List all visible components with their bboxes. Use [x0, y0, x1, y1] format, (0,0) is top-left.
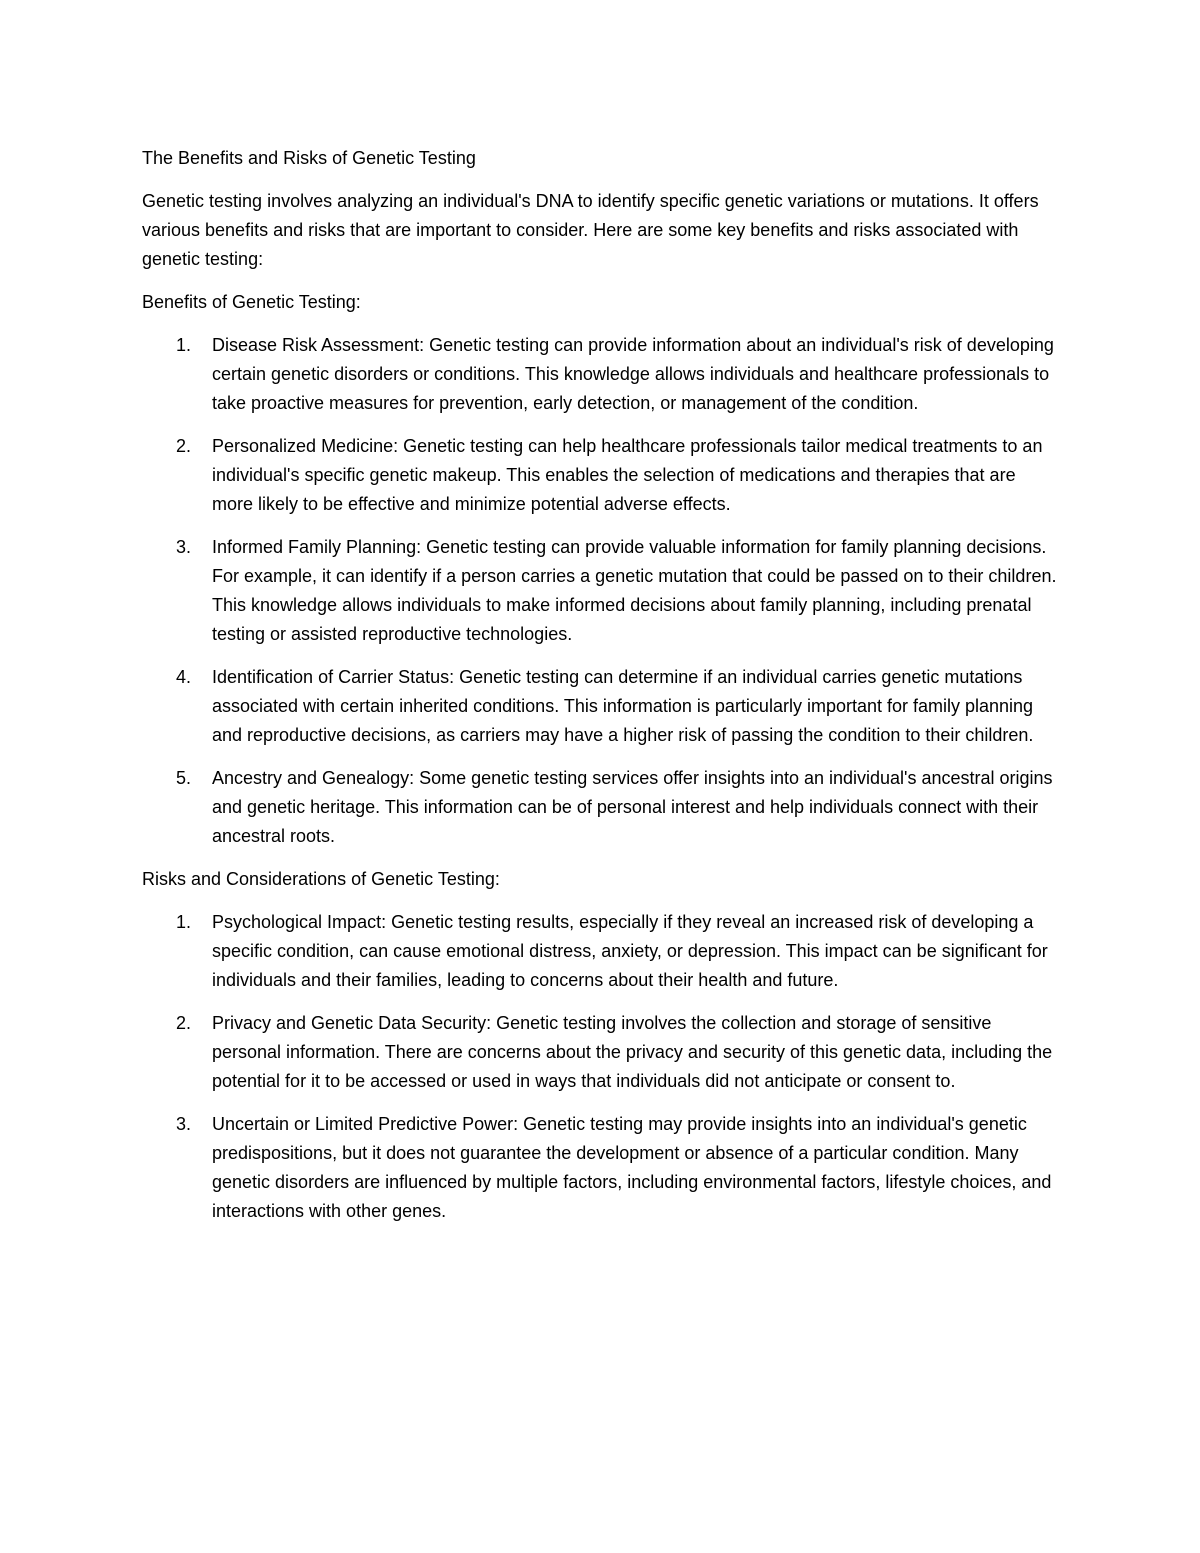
list-item: [142, 1110, 1058, 1226]
list-item-text: Uncertain or Limited Predictive Power: Genetic testing may provide insights into an individual's genetic predispositions, but it does not guarantee the development or absence of a particular condition. Many genetic disorders are influenced by multiple factors, including environmental factors, lifestyle choices, and interactions with other genes.: [212, 1114, 1052, 1221]
list-number: 4.: [176, 667, 192, 687]
list-number: 2.: [176, 1013, 192, 1033]
list-item-text: Personalized Medicine: Genetic testing can help healthcare professionals tailor medical treatments to an individual's specific genetic makeup. This enables the selection of medications and therapies that are more likely to be effective and minimize potential adverse effects.: [212, 436, 1043, 514]
list-number: 5.: [176, 768, 192, 788]
list-number: 1.: [176, 335, 192, 355]
intro-paragraph: Genetic testing involves analyzing an individual's DNA to identify specific genetic variations or mutations. It offers various benefits and risks that are important to consider. Here are some key benefits and risks associated with genetic testing:: [142, 191, 1039, 269]
list-item: [142, 663, 1058, 750]
list-item: [142, 1009, 1058, 1096]
list-number: 1.: [176, 912, 192, 932]
list-item-text: Ancestry and Genealogy: Some genetic testing services offer insights into an individual's ancestral origins and genetic heritage. This information can be of personal interest and help individuals connect with their ancestral roots.: [212, 768, 1053, 846]
risks-list: [142, 908, 1058, 1226]
list-item-text: Psychological Impact: Genetic testing results, especially if they reveal an increased risk of developing a specific condition, can cause emotional distress, anxiety, or depression. This impact can be significant for individuals and their families, leading to concerns about their health and future.: [212, 912, 1048, 990]
list-item: [142, 331, 1058, 418]
list-item-text: Disease Risk Assessment: Genetic testing can provide information about an individual's risk of developing certain genetic disorders or conditions. This knowledge allows individuals and healthcare professionals to take proactive measures for prevention, early detection, or management of the condition.: [212, 335, 1054, 413]
list-number: 3.: [176, 1114, 192, 1134]
list-item: [142, 533, 1058, 649]
benefits-list: [142, 331, 1058, 851]
risks-heading: Risks and Considerations of Genetic Testing:: [142, 869, 500, 889]
document-title: The Benefits and Risks of Genetic Testing: [142, 148, 476, 168]
benefits-heading: Benefits of Genetic Testing:: [142, 292, 361, 312]
list-item: [142, 764, 1058, 851]
list-item: [142, 908, 1058, 995]
list-number: 2.: [176, 436, 192, 456]
list-item: [142, 432, 1058, 519]
list-item-text: Informed Family Planning: Genetic testing can provide valuable information for family planning decisions. For example, it can identify if a person carries a genetic mutation that could be passed on to their children. This knowledge allows individuals to make informed decisions about family planning, including prenatal testing or assisted reproductive technologies.: [212, 537, 1057, 644]
list-item-text: Identification of Carrier Status: Genetic testing can determine if an individual carries genetic mutations associated with certain inherited conditions. This information is particularly important for family planning and reproductive decisions, as carriers may have a higher risk of passing the condition to their children.: [212, 667, 1034, 745]
list-item-text: Privacy and Genetic Data Security: Genetic testing involves the collection and storage of sensitive personal information. There are concerns about the privacy and security of this genetic data, including the potential for it to be accessed or used in ways that individuals did not anticipate or consent to.: [212, 1013, 1053, 1091]
list-number: 3.: [176, 537, 192, 557]
